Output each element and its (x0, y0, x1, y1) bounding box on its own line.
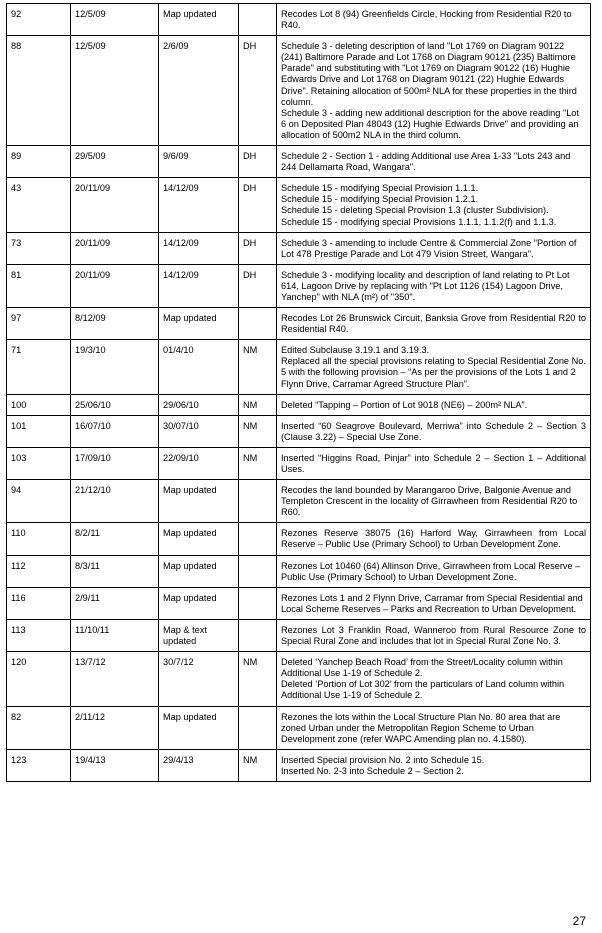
table-row (7, 36, 591, 146)
amendment-number-cell: 92 (7, 4, 71, 36)
gazettal-date-cell: 2/6/09 (159, 36, 239, 146)
description-cell (277, 232, 591, 264)
description-cell (277, 146, 591, 178)
description-cell (277, 706, 591, 749)
adoption-date-cell: 12/5/09 (71, 4, 159, 36)
description-line: Inserted Special provision No. 2 into Schedule 15. (281, 754, 485, 765)
adoption-date-cell: 21/12/10 (71, 480, 159, 523)
gazettal-date-cell: 14/12/09 (159, 232, 239, 264)
description-line: Deleted “Tapping – Portion of Lot 9018 (NE6) – 200m² NLA”. (281, 399, 528, 410)
updated-by-cell: NM (239, 340, 277, 394)
table-row (7, 415, 591, 447)
gazettal-date-cell: Map updated (159, 308, 239, 340)
description-cell (277, 447, 591, 479)
table-row (7, 587, 591, 619)
updated-by-cell: DH (239, 232, 277, 264)
adoption-date-cell: 19/3/10 (71, 340, 159, 394)
description-line: Schedule 2 - Section 1 - adding Additional use Area 1-33 "Lots 243 and 244 Dellamarta Road, Wangara". (281, 151, 571, 173)
table-row (7, 652, 591, 706)
adoption-date-cell: 20/11/09 (71, 232, 159, 264)
description-line: Schedule 15 - modifying Special Provision 1.2.1. (281, 194, 479, 205)
description-cell (277, 523, 591, 555)
gazettal-date-cell: 14/12/09 (159, 178, 239, 232)
description-cell (277, 264, 591, 307)
updated-by-cell (239, 480, 277, 523)
amendment-number-cell: 89 (7, 146, 71, 178)
description-cell (277, 555, 591, 587)
amendment-number-cell: 110 (7, 523, 71, 555)
amendment-number-cell: 97 (7, 308, 71, 340)
amendment-number-cell: 116 (7, 587, 71, 619)
description-cell (277, 394, 591, 415)
updated-by-cell (239, 706, 277, 749)
gazettal-date-cell: Map updated (159, 555, 239, 587)
description-line: Deleted ‘Yanchep Beach Road’ from the Street/Locality column within Additional Use 1-19 of Schedule 2. (281, 657, 563, 679)
adoption-date-cell: 8/3/11 (71, 555, 159, 587)
description-cell (277, 652, 591, 706)
updated-by-cell: DH (239, 264, 277, 307)
gazettal-date-cell: 14/12/09 (159, 264, 239, 307)
gazettal-date-cell: Map updated (159, 480, 239, 523)
amendment-number-cell: 82 (7, 706, 71, 749)
amendments-table-body (7, 4, 591, 782)
description-cell (277, 4, 591, 36)
page-number: 27 (572, 914, 586, 928)
description-line: Schedule 3 - adding new additional description for the above reading "Lot 6 on Deposited Plan 48043 (12) Hughie Edwards Drive" and providing an allocation of 500m2 NLA in the third column. (281, 107, 579, 140)
amendment-number-cell: 43 (7, 178, 71, 232)
gazettal-date-cell: 01/4/10 (159, 340, 239, 394)
gazettal-date-cell: 9/6/09 (159, 146, 239, 178)
description-line: Rezones Reserve 38075 (16) Harford Way, Girrawheen from Local Reserve – Public Use (Primary School) to Urban Development Zone. (281, 528, 586, 550)
adoption-date-cell: 19/4/13 (71, 749, 159, 781)
description-cell (277, 340, 591, 394)
amendment-number-cell: 123 (7, 749, 71, 781)
amendment-number-cell: 112 (7, 555, 71, 587)
updated-by-cell (239, 523, 277, 555)
description-cell (277, 480, 591, 523)
description-cell (277, 749, 591, 781)
adoption-date-cell: 17/09/10 (71, 447, 159, 479)
table-row (7, 480, 591, 523)
description-line: Replaced all the special provisions relating to Special Residential Zone No. 5 with the following provision – “As per the provisions of the Lots 1 and 2 Flynn Drive, Carramar Agreed Structure Plan”. (281, 356, 586, 389)
gazettal-date-cell: Map & text updated (159, 619, 239, 651)
amendments-table (6, 3, 591, 782)
description-line: Rezones Lot 10460 (64) Allinson Drive, Girrawheen from Local Reserve – Public Use (Primary School) to Urban Development Zone. (281, 560, 581, 582)
description-line: Schedule 3 - amending to include Centre & Commercial Zone "Portion of Lot 478 Prestige Parade and Lot 479 Vision Street, Wangara". (281, 237, 577, 259)
description-cell (277, 587, 591, 619)
adoption-date-cell: 20/11/09 (71, 178, 159, 232)
gazettal-date-cell: 29/06/10 (159, 394, 239, 415)
adoption-date-cell: 20/11/09 (71, 264, 159, 307)
gazettal-date-cell: 30/07/10 (159, 415, 239, 447)
description-cell (277, 178, 591, 232)
amendment-number-cell: 71 (7, 340, 71, 394)
table-row (7, 749, 591, 781)
description-line: Schedule 15 - deleting Special Provision 1.3 (cluster Subdivision). (281, 205, 549, 216)
amendment-number-cell: 113 (7, 619, 71, 651)
gazettal-date-cell: Map updated (159, 523, 239, 555)
description-line: Schedule 15 - modifying special Provisions 1.1.1, 1.1.2(f) and 1.1.3. (281, 216, 557, 227)
gazettal-date-cell: Map updated (159, 587, 239, 619)
adoption-date-cell: 11/10/11 (71, 619, 159, 651)
table-row (7, 706, 591, 749)
updated-by-cell (239, 308, 277, 340)
amendment-number-cell: 88 (7, 36, 71, 146)
adoption-date-cell: 16/07/10 (71, 415, 159, 447)
description-line: Schedule 15 - modifying Special Provision 1.1.1. (281, 183, 479, 194)
updated-by-cell: NM (239, 415, 277, 447)
gazettal-date-cell: Map updated (159, 706, 239, 749)
table-row (7, 4, 591, 36)
adoption-date-cell: 8/12/09 (71, 308, 159, 340)
amendment-number-cell: 73 (7, 232, 71, 264)
updated-by-cell: NM (239, 394, 277, 415)
description-line: Schedule 3 - modifying locality and description of land relating to Pt Lot 614, Lagoon Drive by replacing with "Pt Lot 1126 (154) Lagoon Drive, Yanchep" with NLA (m²) of "350". (281, 269, 570, 302)
updated-by-cell: NM (239, 447, 277, 479)
table-row (7, 308, 591, 340)
table-row (7, 619, 591, 651)
adoption-date-cell: 13/7/12 (71, 652, 159, 706)
updated-by-cell (239, 555, 277, 587)
adoption-date-cell: 2/11/12 (71, 706, 159, 749)
description-line: Inserted “Higgins Road, Pinjar” into Schedule 2 – Section 1 – Additional Uses. (281, 452, 586, 474)
gazettal-date-cell: 22/09/10 (159, 447, 239, 479)
description-line: Deleted ‘Portion of Lot 302’ from the particulars of Land column within Additional Use 1-19 of Schedule 2. (281, 679, 565, 701)
gazettal-date-cell: 30/7/12 (159, 652, 239, 706)
updated-by-cell: DH (239, 146, 277, 178)
adoption-date-cell: 2/9/11 (71, 587, 159, 619)
adoption-date-cell: 8/2/11 (71, 523, 159, 555)
adoption-date-cell: 12/5/09 (71, 36, 159, 146)
description-cell (277, 415, 591, 447)
gazettal-date-cell: 29/4/13 (159, 749, 239, 781)
description-line: Inserted No. 2-3 into Schedule 2 – Section 2. (281, 765, 464, 776)
updated-by-cell (239, 619, 277, 651)
description-line: Recodes Lot 26 Brunswick Circuit, Banksia Grove from Residential R20 to Residential R40. (281, 313, 586, 335)
amendment-number-cell: 101 (7, 415, 71, 447)
updated-by-cell: DH (239, 36, 277, 146)
amendment-number-cell: 100 (7, 394, 71, 415)
table-row (7, 146, 591, 178)
amendment-number-cell: 81 (7, 264, 71, 307)
description-cell (277, 308, 591, 340)
table-row (7, 232, 591, 264)
description-line: Inserted “60 Seagrove Boulevard, Merriwa” into Schedule 2 – Section 3 (Clause 3.22) – Special Use Zone. (281, 420, 586, 442)
description-line: Recodes the land bounded by Marangaroo Drive, Balgonie Avenue and Templeton Crescent in the locality of Girrawheen from Residential R20 to R60. (281, 485, 578, 518)
description-line: Rezones Lot 3 Franklin Road, Wanneroo from Rural Resource Zone to Special Rural Zone and includes that lot in Special Rural Zone No. 3. (281, 624, 586, 647)
description-line: Edited Subclause 3.19.1 and 3.19.3. (281, 345, 430, 356)
table-row (7, 523, 591, 555)
table-row (7, 447, 591, 479)
description-cell (277, 36, 591, 146)
table-row (7, 394, 591, 415)
amendment-number-cell: 94 (7, 480, 71, 523)
updated-by-cell: NM (239, 652, 277, 706)
table-row (7, 264, 591, 307)
description-line: Schedule 3 - deleting description of land "Lot 1769 on Diagram 90122 (241) Baltimore Parade and Lot 1768 on Diagram 90121 (235) Baltimore Parade" and substituting with "Lot 1769 on Diagram 90122 (16) Hughie Edwards Drive and Lot 1768 on Diagram 90121 (22) Hughie Edwards Drive". Retaining allocation of 500m² NLA for these properties in the third column. (281, 41, 577, 107)
description-cell (277, 619, 591, 651)
amendment-number-cell: 120 (7, 652, 71, 706)
gazettal-date-cell: Map updated (159, 4, 239, 36)
table-row (7, 555, 591, 587)
table-row (7, 178, 591, 232)
description-line: Recodes Lot 8 (94) Greenfields Circle, Hocking from Residential R20 to R40. (281, 9, 572, 31)
description-line: Rezones Lots 1 and 2 Flynn Drive, Carramar from Special Residential and Local Scheme Reserves – Parks and Recreation to Urban Development. (281, 592, 583, 614)
table-row (7, 340, 591, 394)
adoption-date-cell: 25/06/10 (71, 394, 159, 415)
amendment-number-cell: 103 (7, 447, 71, 479)
adoption-date-cell: 29/5/09 (71, 146, 159, 178)
updated-by-cell: NM (239, 749, 277, 781)
description-line: Rezones the lots within the Local Structure Plan No. 80 area that are zoned Urban under the Metropolitan Region Scheme to Urban Development zone (refer WAPC Amending plan no. 4.1580). (281, 711, 561, 744)
updated-by-cell: DH (239, 178, 277, 232)
updated-by-cell (239, 4, 277, 36)
updated-by-cell (239, 587, 277, 619)
